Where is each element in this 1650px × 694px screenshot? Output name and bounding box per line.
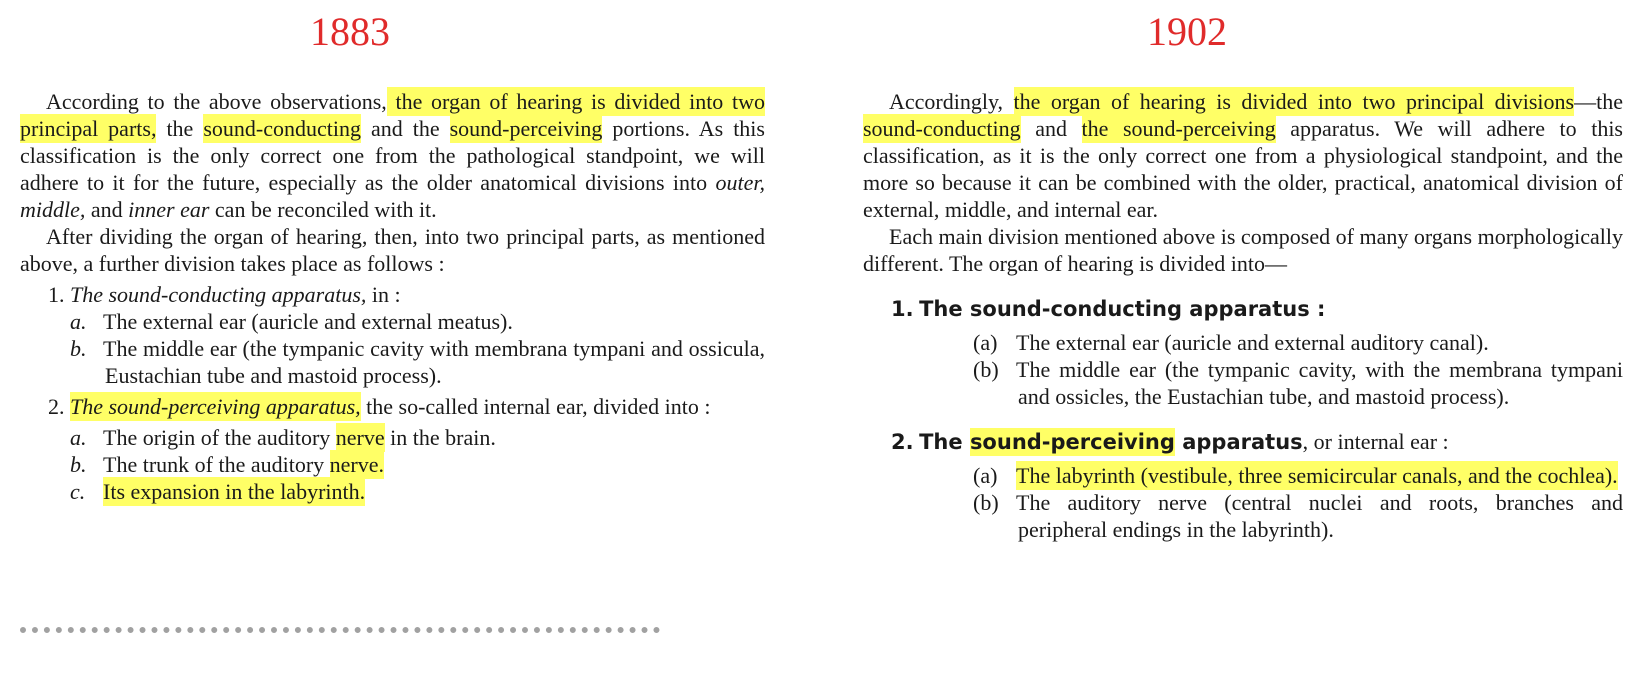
highlight: the sound-perceiving (1081, 116, 1276, 141)
paragraph-2: Each main division mentioned above is composed of many organs morphologically different. The organ of hearing is divided into— (863, 224, 1624, 276)
sub-item-a: (a) The labyrinth (vestibule, three semicircular canals, and the cochlea). (973, 463, 1618, 488)
highlight: sound-perceiving (449, 116, 603, 141)
sub-item-c: c. Its expansion in the labyrinth. (70, 479, 366, 504)
year-label-left: 1883 (310, 9, 390, 54)
highlight: the organ of hearing is divided into two principal divisions (1013, 89, 1575, 114)
highlight: The labyrinth (vestibule, three semicircular canals, and the cochlea). (1016, 463, 1618, 488)
highlight: nerve. (329, 452, 385, 477)
list-item-2: 2. The sound-perceiving apparatus, or internal ear : (891, 429, 1449, 454)
sub-item-b: (b) The auditory nerve (central nuclei and roots, branches and peripheral endings in the labyrinth). (973, 490, 1623, 542)
highlight: sound-conducting (203, 116, 361, 141)
year-label-right: 1902 (1147, 9, 1227, 54)
list-item-1: 1. The sound-conducting apparatus : (891, 297, 1326, 321)
text-excerpt-1883 (20, 88, 765, 505)
cut-off-text-line (20, 625, 660, 633)
highlight: sound-conducting (863, 116, 1021, 141)
paragraph-2: After dividing the organ of hearing, then, into two principal parts, as mentioned above, a further division takes place as follows : (20, 224, 765, 276)
text-excerpt-1902 (863, 88, 1623, 543)
sub-item-a: a. The origin of the auditory nerve in the brain. (70, 425, 496, 450)
list-item-2: 2. The sound-perceiving apparatus, the so-called internal ear, divided into : (48, 394, 711, 419)
highlight: Its expansion in the labyrinth. (103, 479, 366, 504)
sub-item-b: b. The trunk of the auditory nerve. (70, 452, 385, 477)
sub-item-a: (a) The external ear (auricle and external auditory canal). (973, 330, 1489, 355)
paragraph-1: According to the above observations, the organ of hearing is divided into two principal parts, the sound-conducting and the sound-perceiving portions. As this classification is the only correct one from the pathological standpoint, we will adhere to it for the future, especially as the older anatomical divisions into outer, middle, and inner ear can be reconciled with it. (20, 89, 765, 222)
paragraph-1: Accordingly, the organ of hearing is divided into two principal divisions—the sound-conducting and the sound-perceiving apparatus. We will adhere to this classification, as it is the only correct one from a physiological standpoint, and the more so because it can be combined with the older, practical, anatomical division of external, middle, and internal ear. (863, 89, 1624, 222)
highlight: sound-perceiving (969, 430, 1175, 454)
sub-item-a: a. The external ear (auricle and external meatus). (70, 309, 513, 334)
sub-item-b: (b) The middle ear (the tympanic cavity, with the membrana tympani and ossicles, the Eustachian tube, and mastoid process). (973, 357, 1623, 409)
highlight: the organ of hearing is divided into two principal parts, (20, 89, 765, 141)
highlight: nerve (335, 425, 385, 450)
highlight: The sound-perceiving apparatus, (70, 394, 361, 419)
sub-item-b: b. The middle ear (the tympanic cavity with membrana tympani and ossicula, Eustachian tube and mastoid process). (70, 336, 765, 388)
list-item-1: 1. The sound-conducting apparatus, in : (48, 282, 401, 307)
